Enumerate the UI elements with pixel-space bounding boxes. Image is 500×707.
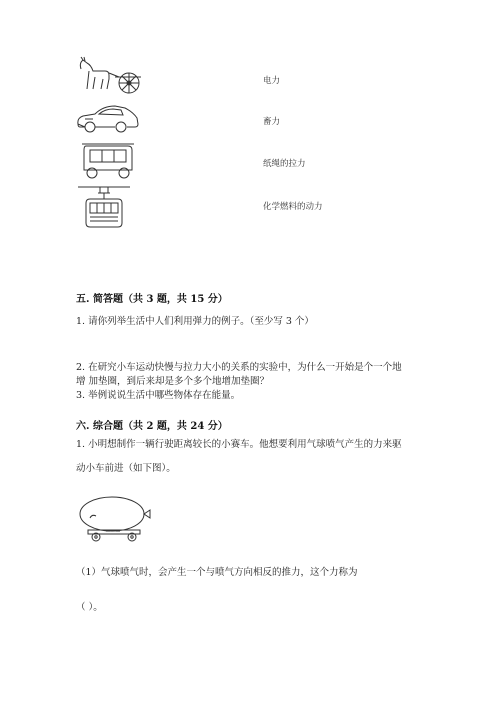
balloon-car-icon [76, 494, 156, 544]
section-6-title: 六. 综合题（共 2 题，共 24 分） [76, 421, 228, 432]
horse-carriage-icon [75, 55, 147, 97]
car-icon [75, 100, 141, 136]
matching-label-4: 化学燃料的动力 [263, 202, 323, 212]
section-5-question-1: 1. 请你列举生活中人们利用弹力的例子。（至少写 3 个） [76, 316, 314, 327]
section-5-question-3: 3. 举例说说生活中哪些物体存在能量。 [76, 390, 241, 401]
matching-label-1: 电力 [263, 76, 281, 86]
section-6-question-1-line-1: 1. 小明想制作一辆行驶距离较长的小赛车。他想要利用气球喷气产生的力来驱 [76, 439, 402, 450]
matching-label-2: 畜力 [263, 117, 281, 127]
rickshaw-icon [80, 140, 136, 182]
section-6-question-1-line-2: 动小车前进（如下图）。 [76, 463, 176, 474]
section-5-question-2-line-2: 增 加垫圈，到后来却是多个多个地增加垫圈？ [76, 376, 270, 387]
section-5-question-2-line-1: 2. 在研究小车运动快慢与拉力大小的关系的实验中，为什么一开始是个一个地 [76, 362, 402, 373]
matching-label-3: 纸绳的拉力 [263, 159, 306, 169]
section-5-title: 五. 简答题（共 3 题，共 15 分） [76, 294, 228, 305]
section-6-sub-question-1: （1）气球喷气时，会产生一个与喷气方向相反的推力，这个力称为 [76, 567, 358, 578]
cable-car-icon [78, 185, 130, 229]
answer-blank: （ ）。 [76, 602, 103, 613]
